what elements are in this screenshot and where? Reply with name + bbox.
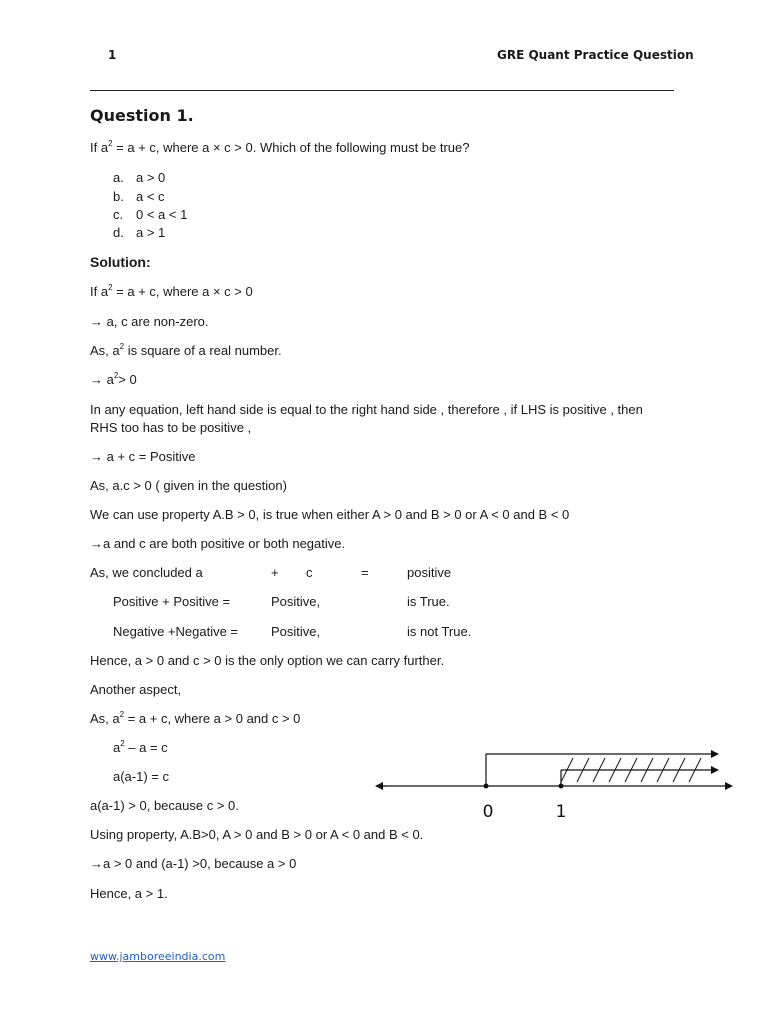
tick-label-1: 1 <box>555 802 567 822</box>
option-text: 0 < a < 1 <box>136 207 188 222</box>
solution-line: →a and c are both positive or both negative. <box>90 536 346 551</box>
solution-heading: Solution: <box>90 254 151 270</box>
page-number: 1 <box>108 48 117 62</box>
table-row-cell: is not True. <box>407 624 472 639</box>
option-text: a < c <box>136 189 165 204</box>
solution-line: As, $a^2$ is square of a real number. <box>90 342 282 358</box>
table-head-cell: As, we concluded a <box>90 565 203 580</box>
solution-line: Using property, A.B>0, A > 0 and B > 0 or A < 0 and B < 0. <box>90 827 424 842</box>
solution-line: →a > 0 and (a-1) >0, because a > 0 <box>90 856 297 871</box>
solution-line: In any equation, left hand side is equal to the right hand side , therefore , if LHS is positive , then <box>90 402 643 417</box>
tick-dot-0 <box>484 784 489 789</box>
option-letter: c. <box>113 207 124 222</box>
table-head-cell: c <box>306 565 313 580</box>
solution-line: $a^2 - a = c$ <box>113 739 168 755</box>
solution-line: RHS too has to be positive , <box>90 420 252 435</box>
table-row-cell: Positive, <box>271 624 321 639</box>
table-row-cell: Negative +Negative = <box>113 624 239 639</box>
solution-line: a(a-1) > 0, because c > 0. <box>90 798 239 813</box>
question-title: Question 1. <box>90 106 194 125</box>
solution-line: a(a-1) = c <box>113 769 169 784</box>
solution-line: → $a^2> 0$ <box>90 371 137 387</box>
solution-line: → a, c are non-zero. <box>90 314 209 329</box>
solution-line: Hence, a > 0 and c > 0 is the only option we can carry further. <box>90 653 445 668</box>
option-letter: a. <box>113 170 124 185</box>
tick-dot-1 <box>559 784 564 789</box>
header-rule <box>90 90 674 91</box>
table-row-cell: Positive + Positive = <box>113 594 231 609</box>
tick-label-0: 0 <box>482 802 494 822</box>
table-head-cell: + <box>271 565 279 580</box>
solution-line: We can use property A.B > 0, is true when either A > 0 and B > 0 or A < 0 and B < 0 <box>90 507 570 522</box>
number-line-diagram <box>370 745 740 825</box>
table-head-cell: = <box>361 565 369 580</box>
solution-line: Another aspect, <box>90 682 182 697</box>
header-title: GRE Quant Practice Question <box>497 48 694 62</box>
table-head-cell: positive <box>407 565 452 580</box>
question-stem: If $a^2 = a + c$, where a × c > 0. Which of the following must be true? <box>90 139 470 155</box>
footer-website-link[interactable]: www.jamboreeindia.com <box>90 950 226 963</box>
option-letter: d. <box>113 225 124 240</box>
option-text: a > 1 <box>136 225 166 240</box>
solution-line: As, $a^2 = a + c$, where a > 0 and c > 0 <box>90 710 301 726</box>
table-row-cell: Positive, <box>271 594 321 609</box>
option-letter: b. <box>113 189 124 204</box>
solution-line: → a + c = Positive <box>90 449 196 464</box>
solution-line: As, a.c > 0 ( given in the question) <box>90 478 287 493</box>
table-row-cell: is True. <box>407 594 450 609</box>
option-text: a > 0 <box>136 170 166 185</box>
solution-line: Hence, a > 1. <box>90 886 168 901</box>
solution-line: If $a^2 = a + c$, where a × c > 0 <box>90 283 253 299</box>
